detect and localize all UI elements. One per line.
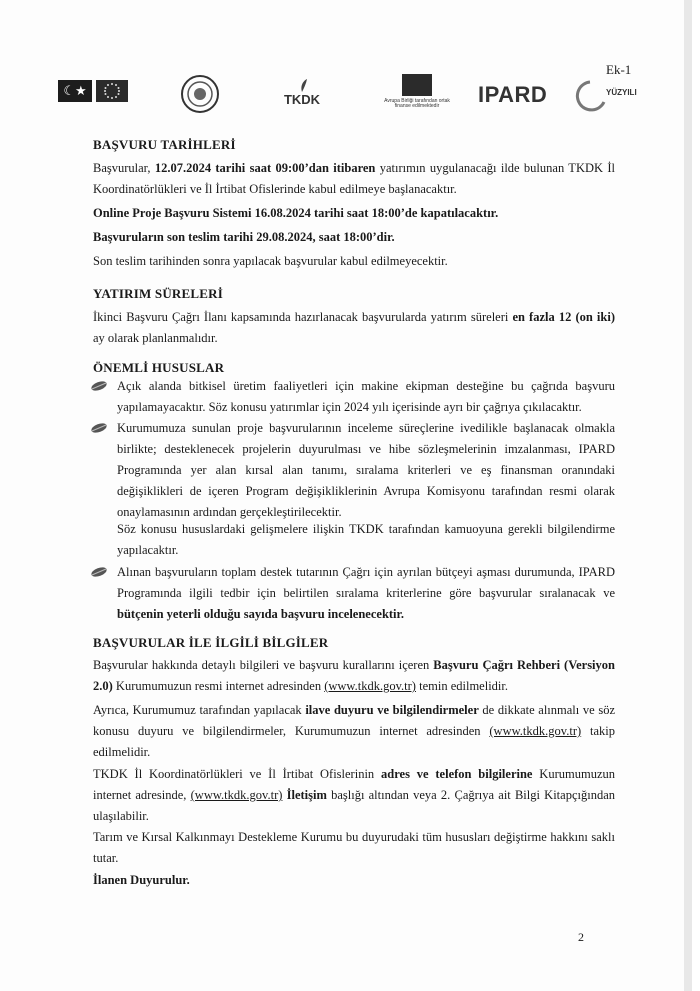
leaf-bullet-icon [90, 421, 110, 435]
bullet-item-equipment-support: Açık alanda bitkisel üretim faaliyetleri için makine ekipman desteğine bu çağrıda başvuru yapılamayacaktır. Söz konusu yatırımlar için 2024 yılı içerisinde ayrı bir çağrıya çıkılacaktır. [117, 379, 615, 414]
century-logo-text: YÜZYILI [606, 88, 637, 97]
bullet-item-evaluation-process: Kurumumuza sunulan proje başvurularının inceleme süreçlerine ivedilikle başlanacak olmakla birlikte; desteklenecek projelerin duyurulması ve hibe sözleşmelerinin imzalanması, IPARD Programında yer alan kırsal alan tanımı, sıralama kriterleri ve eş finansman oranındaki değişiklikleri de içeren Program değişikliklerinin Avrupa Komisyonu tarafından resmi olarak onaylamasının ardından gerçekleştirilecektir. [117, 421, 615, 519]
eu-flag-small [402, 74, 432, 96]
paragraph-online-system-close: Online Proje Başvuru Sistemi 16.08.2024 tarihi saat 18:00’de kapatılacaktır. [93, 206, 499, 220]
eu-flag-logo [96, 80, 128, 102]
century-logo [570, 78, 640, 112]
tkdk-logo-text: TKDK [283, 92, 321, 107]
paragraph-additional-announcements: Ayrıca, Kurumumuz tarafından yapılacak ilave duyuru ve bilgilendirmeler de dikkate alınmalı ve söz konusu duyuru ve bilgilendirmeler, Kurumumuzun internet adresinden (www.tkdk.gov.tr) takip edilmelidir. [93, 703, 615, 759]
page-number: 2 [578, 930, 584, 944]
tkdk-website-link[interactable]: (www.tkdk.gov.tr) [324, 679, 416, 693]
leaf-bullet-icon [90, 565, 110, 579]
paragraph-application-start: Başvurular, 12.07.2024 tarihi saat 09:00’dan itibaren yatırımın uygulanacağı ilde bulunan TKDK İl Koordinatörlükleri ve İl İrtibat Ofislerinde kabul edilmeye başlanacaktır. [93, 161, 615, 196]
section-heading-investment-periods: YATIRIM SÜRELERİ [93, 286, 223, 301]
section-heading-application-info: BAŞVURULAR İLE İLGİLİ BİLGİLER [93, 635, 329, 650]
paragraph-deadline: Başvuruların son teslim tarihi 29.08.2024, saat 18:00’dir. [93, 230, 395, 244]
eu-cofinanced-caption: Avrupa Birliği tarafından ortak finanse edilmektedir [384, 98, 450, 109]
section-heading-important-notes: ÖNEMLİ HUSUSLAR [93, 360, 225, 375]
ministry-seal-logo [180, 74, 220, 114]
leaf-bullet-icon [90, 379, 110, 393]
tkdk-logo [276, 78, 328, 108]
paragraph-investment-duration: İkinci Başvuru Çağrı İlanı kapsamında hazırlanacak başvurularda yatırım süreleri en fazla 12 (on iki) ay olarak planlanmalıdır. [93, 310, 615, 345]
turkey-flag-logo: ☾★ [58, 80, 92, 102]
scan-edge [684, 0, 692, 991]
paragraph-rights-reserved: Tarım ve Kırsal Kalkınmayı Destekleme Kurumu bu duyurudaki tüm hususları değiştirme hakkını saklı tutar. [93, 830, 615, 865]
section-heading-application-dates: BAŞVURU TARİHLERİ [93, 137, 236, 152]
ipard-logo: IPARD [478, 82, 548, 107]
paragraph-call-guide: Başvurular hakkında detaylı bilgileri ve başvuru kurallarını içeren Başvuru Çağrı Rehberi (Versiyon 2.0) Kurumumuzun resmi internet adresinden (www.tkdk.gov.tr) temin edilmelidir. [93, 658, 615, 693]
bullet-item-evaluation-process-note: Söz konusu hususlardaki gelişmelere ilişkin TKDK tarafından kamuoyuna gerekli bilgilendirme yapılacaktır. [117, 522, 615, 557]
eu-cofinanced-logo [384, 74, 450, 118]
logo-bar [58, 74, 648, 120]
bullet-item-budget-ranking: Alınan başvuruların toplam destek tutarının Çağrı için ayrılan bütçeyi aşması durumunda, IPARD Programında ilgili tedbir için belirtilen sıralama kriterlerine göre başvurular sıralanacak ve bütçenin yeterli olduğu sayıda başvuru incelenecektir. [117, 565, 615, 621]
paragraph-announcement-closing: İlanen Duyurulur. [93, 873, 190, 887]
paragraph-contact-info: TKDK İl Koordinatörlükleri ve İl İrtibat Ofislerinin adres ve telefon bilgilerine Kurumumuzun internet adresinde, (www.tkdk.gov.tr) İletişim başlığı altından veya 2. Çağrıya ait Bilgi Kitapçığından ulaşılabilir. [93, 767, 615, 823]
annex-label: Ek-1 [606, 62, 632, 77]
tkdk-website-link[interactable]: (www.tkdk.gov.tr) [489, 724, 582, 738]
paragraph-late-submissions: Son teslim tarihinden sonra yapılacak başvurular kabul edilmeyecektir. [93, 254, 448, 268]
tkdk-website-link[interactable]: (www.tkdk.gov.tr) [190, 788, 283, 802]
